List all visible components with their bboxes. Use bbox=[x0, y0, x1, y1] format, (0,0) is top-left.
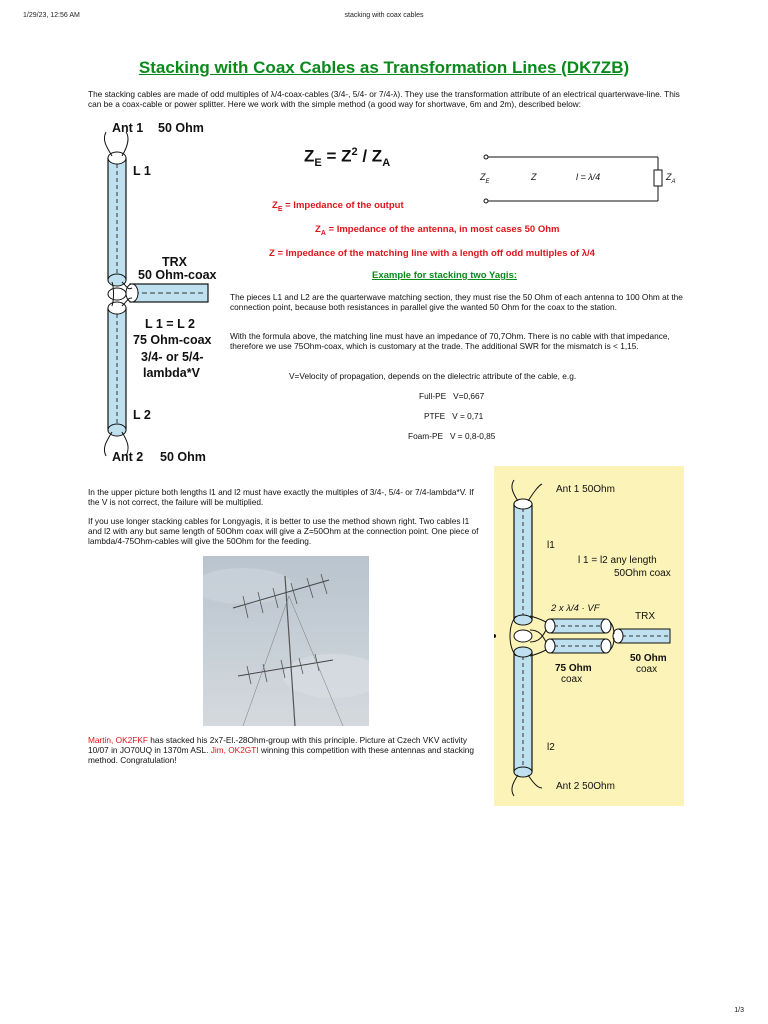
paragraph-quarterwave: The pieces L1 and L2 are the quarterwave matching section, they must rise the 50 Ohm of each antenna to 100 Ohm at the connection point, because both resistances in parallel give the wanted 50 Ohm for the coax to the station. bbox=[230, 292, 683, 313]
stacking-diagram-right bbox=[494, 466, 684, 806]
antenna-photo bbox=[203, 556, 369, 726]
paragraph-lengths: In the upper picture both lengths l1 and l2 must have exactly the multiples of 3/4-, 5/4- or 7/4-lambda*V. If the V is not correct, the failure will be multiplied. bbox=[88, 487, 474, 508]
def-ze: $Z_E$ = Impedance of the output bbox=[272, 200, 404, 213]
r-ant1-label: Ant 1 50Ohm bbox=[556, 484, 615, 495]
schematic-za: $Z_A$ bbox=[666, 172, 676, 185]
paragraph-longyagis: If you use longer stacking cables for Longyagis, it is better to use the method shown right. Two cables l1 and l2 with any but same length of 50Ohm coax will give a Z=50Ohm at the connection point. One piece of lambda/4-75Ohm-cables will give the 50Ohm for the feeding. bbox=[88, 516, 479, 547]
example-title: Example for stacking two Yagis: bbox=[372, 270, 518, 281]
impedance-formula: $Z_E = Z^2 / Z_A$ bbox=[304, 146, 391, 170]
print-doc-title: stacking with coax cables bbox=[344, 12, 424, 19]
r-coax50-label: 50Ohm coax bbox=[614, 568, 671, 579]
r-ant2-label: Ant 2 50Ohm bbox=[556, 781, 615, 792]
l1-label: L 1 bbox=[133, 164, 151, 178]
schematic-z: Z bbox=[531, 172, 537, 182]
r-coax50b-label: 50 Ohm coax bbox=[630, 653, 667, 675]
page-number: 1/3 bbox=[734, 1007, 744, 1014]
vtable-row-ptfe: PTFE V = 0,71 bbox=[424, 411, 484, 421]
velocity-text: V=Velocity of propagation, depends on the dielectric attribute of the cable, e.g. bbox=[289, 371, 577, 381]
schematic-ze: $Z_E$ bbox=[480, 172, 490, 185]
vtable-row-fullpe: Full-PE V=0,667 bbox=[419, 391, 485, 401]
r-equal-length-label: l 1 = l2 any length bbox=[578, 555, 657, 566]
r-coax75-label: 75 Ohm coax bbox=[555, 663, 592, 685]
ant1-ohm-label: 50 Ohm bbox=[158, 121, 204, 135]
r-l1-label: l1 bbox=[547, 540, 555, 551]
stacking-diagram-left bbox=[88, 118, 238, 468]
l2-label: L 2 bbox=[133, 408, 151, 422]
schematic-length: l = λ/4 bbox=[576, 172, 601, 182]
caption-name-martin: Martin, OK2FKF bbox=[88, 735, 148, 745]
def-za: $Z_A$ = Impedance of the antenna, in most cases 50 Ohm bbox=[315, 224, 560, 237]
trx-label: TRX bbox=[162, 255, 187, 269]
lambda-label: lambda*V bbox=[143, 366, 200, 380]
trx-coax-label: 50 Ohm-coax bbox=[138, 268, 217, 282]
page-title: Stacking with Coax Cables as Transformation Lines (DK7ZB) bbox=[138, 58, 630, 77]
def-z: Z = Impedance of the matching line with a length off odd multiples of λ/4 bbox=[269, 248, 595, 259]
coax-stack-drawing bbox=[88, 118, 238, 468]
caption-name-jim: Jim, OK2GTI bbox=[210, 745, 259, 756]
paragraph-formula: With the formula above, the matching line must have an impedance of 70,7Ohm. There is no cable with that impedance, therefore we use 75Ohm-coax, which is customary at the trade. The additional SWR for the mismatch is < 1,15. bbox=[230, 331, 670, 352]
ant2-label: Ant 2 bbox=[112, 450, 144, 464]
photo-caption: Martin, OK2FKF has stacked his 2x7-El.-28Ohm-group with this principle. Picture at Czech VKV activity 10/07 in JO70UQ in 1370m ASL. Jim, OK2GTI winning this competition with these antennas and stacking method. Congratulation! bbox=[88, 735, 475, 766]
vtable-row-foampe: Foam-PE V = 0,8-0,85 bbox=[408, 431, 496, 441]
print-datetime: 1/29/23, 12:56 AM bbox=[23, 12, 80, 19]
l1-equals-l2-label: L 1 = L 2 bbox=[145, 317, 195, 331]
intro-paragraph: The stacking cables are made of odd multiples of λ/4-coax-cables (3/4-, 5/4- or 7/4-λ). They use the transformation attribute of an electrical quarterwave-line. This can be a coax-cable or power splitter. Here we work with the simple method (a good way for shortwave, 6m and 2m), described below: bbox=[88, 89, 680, 110]
r-l2-label: l2 bbox=[547, 742, 555, 753]
fraction-label: 3/4- or 5/4- bbox=[141, 350, 204, 364]
coax75-label: 75 Ohm-coax bbox=[133, 333, 212, 347]
r-trx-label: TRX bbox=[635, 611, 655, 622]
ant2-ohm-label: 50 Ohm bbox=[160, 450, 206, 464]
r-formula-label: 2 x λ/4 · VF bbox=[551, 603, 600, 614]
ant1-label: Ant 1 bbox=[112, 121, 144, 135]
